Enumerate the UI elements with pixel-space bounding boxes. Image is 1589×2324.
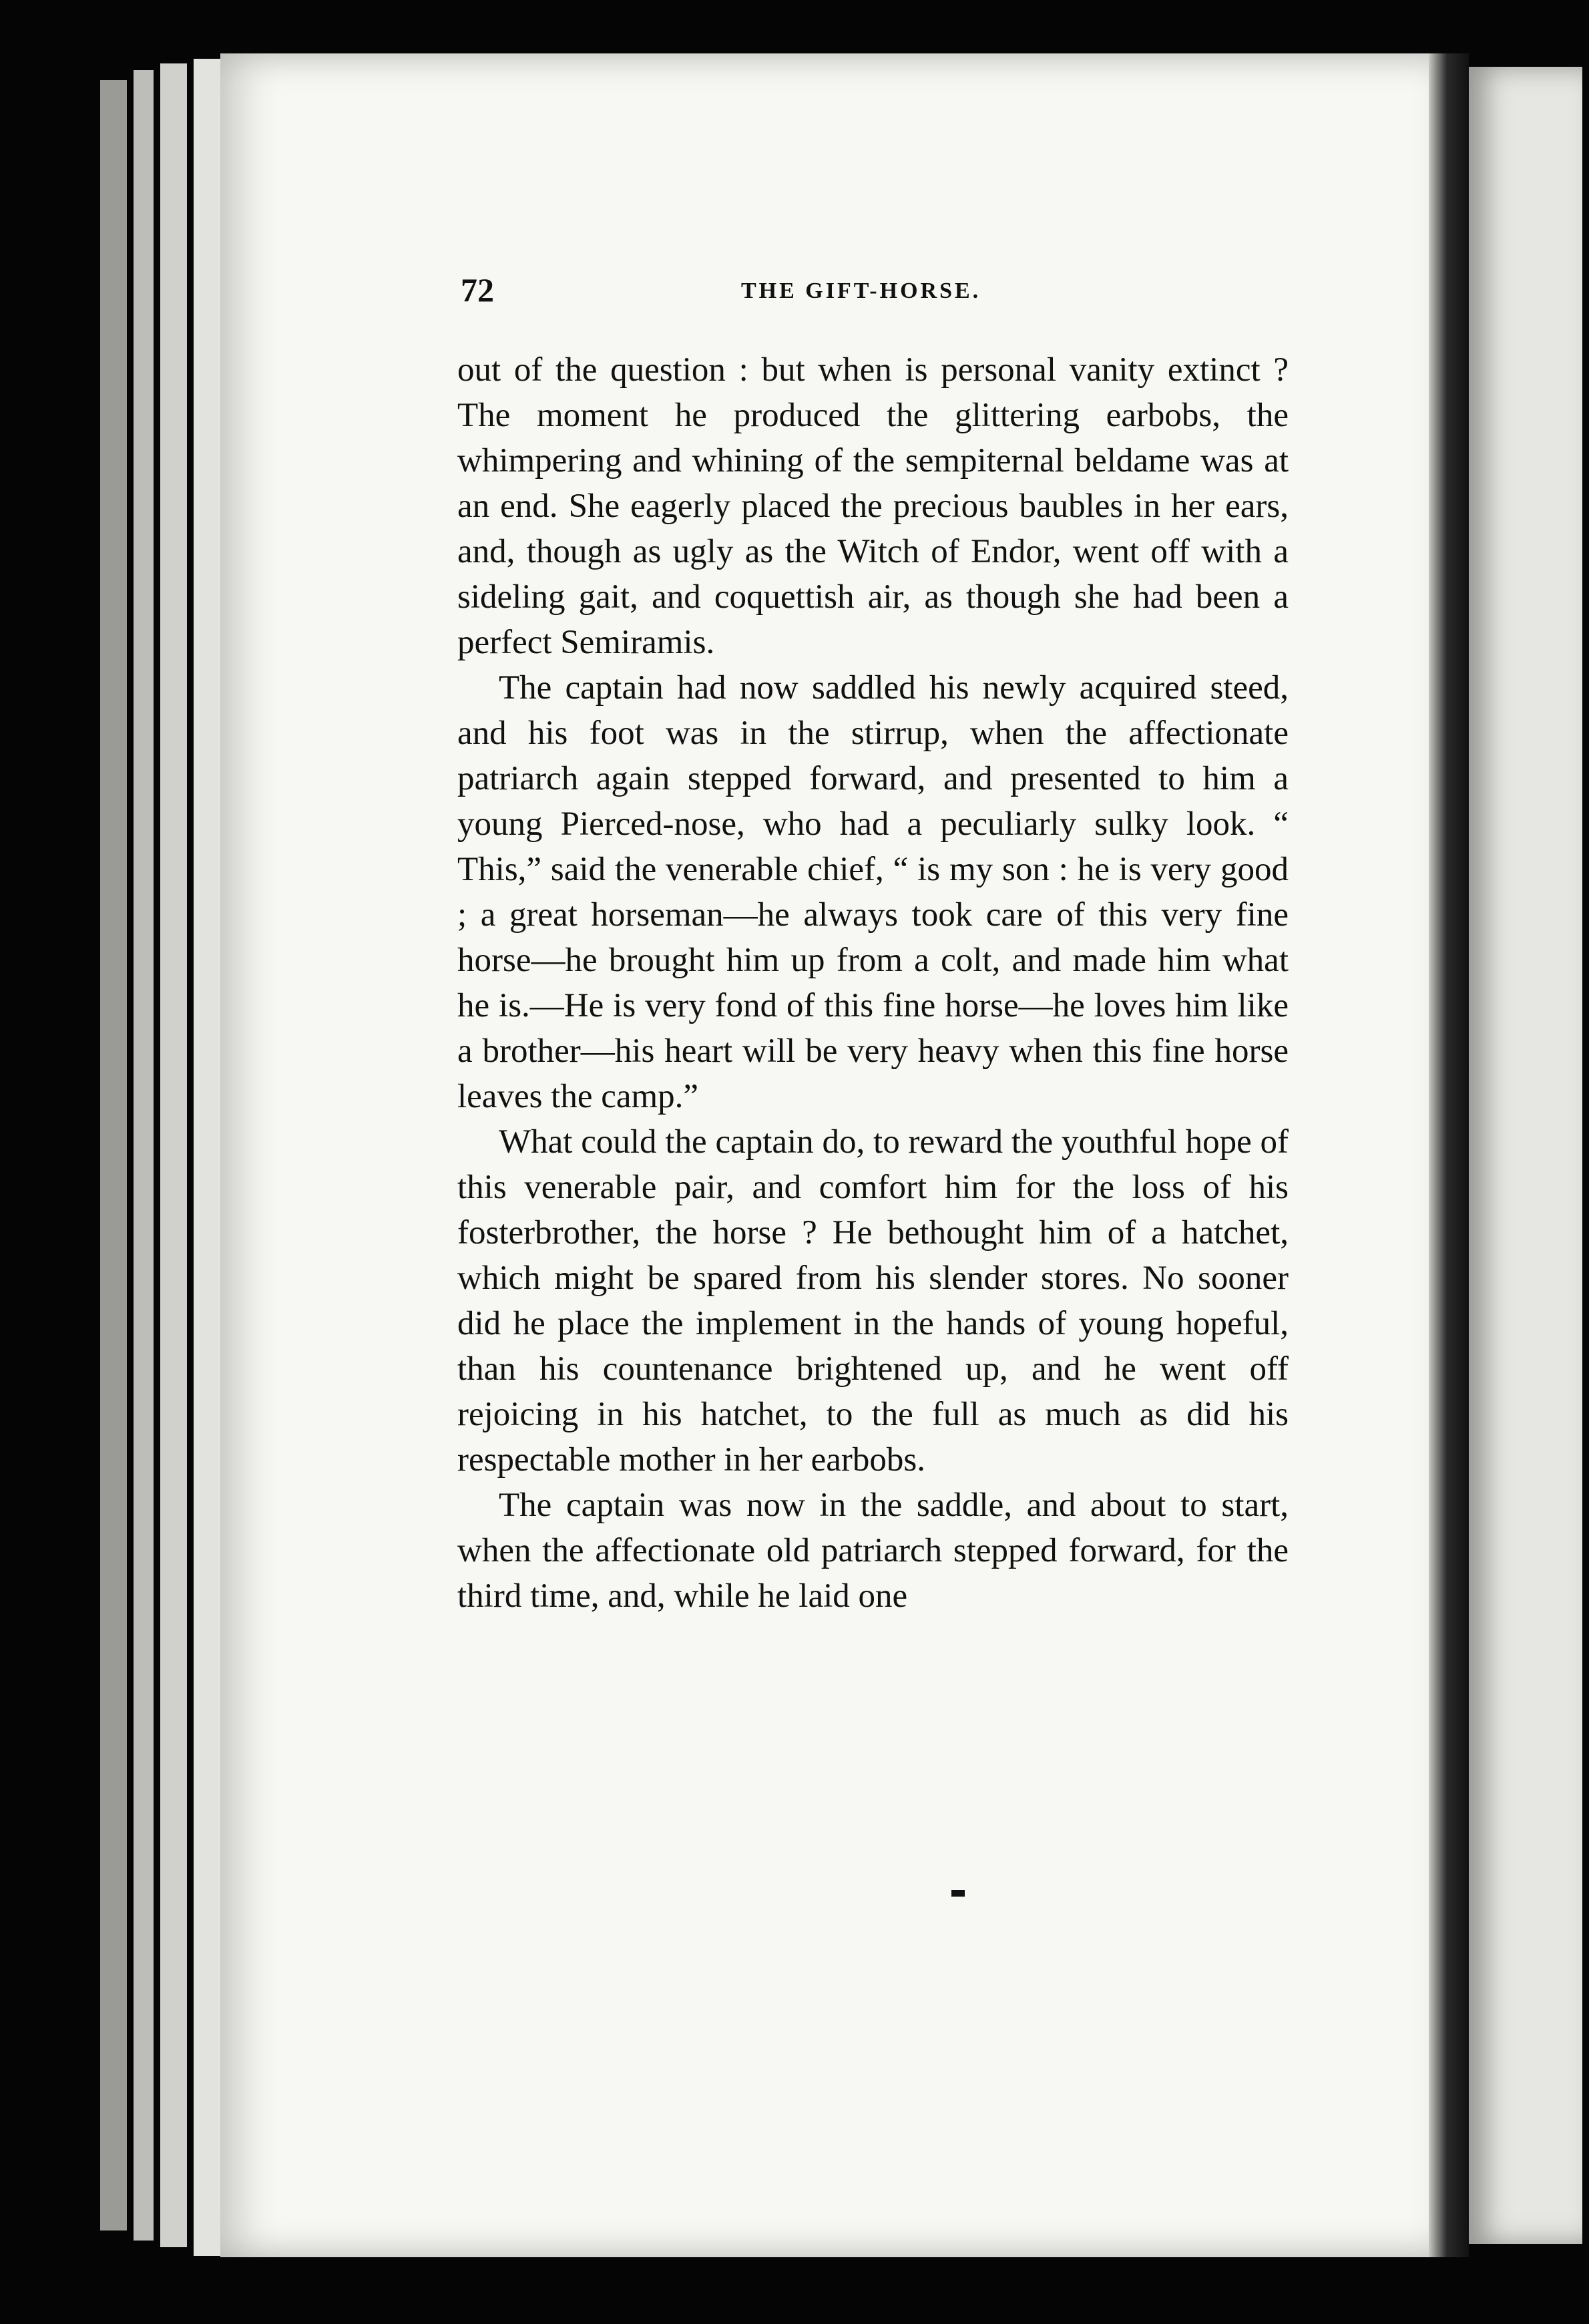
book-gutter xyxy=(1429,53,1469,2257)
paragraph: out of the question : but when is personal vanity extinct ? The moment he produced the glittering earbobs, the whimpering and whining of the sempiternal beldame was at an end. She eagerly placed the precious baubles in her ears, and, though as ugly as the Witch of Endor, went off with a sideling gait, and coquettish air, as though she had been a perfect Semiramis. xyxy=(457,351,1289,661)
running-title: THE GIFT-HORSE. xyxy=(741,278,981,303)
page-edge xyxy=(160,63,187,2247)
page-header xyxy=(461,270,1289,317)
body-text xyxy=(457,347,1289,1619)
paragraph: The captain was now in the saddle, and about to start, when the affectionate old patriarch stepped forward, for the third time, and, while he laid one xyxy=(457,1487,1289,1615)
printer-mark xyxy=(951,1890,965,1897)
page-number: 72 xyxy=(461,271,494,309)
page-edge xyxy=(194,59,224,2256)
paragraph: The captain had now saddled his newly acquired steed, and his foot was in the stirrup, when the affectionate patriarch again stepped forward, and presented to him a young Pierced-nose, who had a peculiarly sulky look. “ This,” said the venerable chief, “ is my son : he is very good ; a great horseman—he always took care of this very fine horse—he brought him up from a colt, and made him what he is.—He is very fond of this fine horse—he loves him like a brother—his heart will be very heavy when this fine horse leaves the camp.” xyxy=(457,669,1289,1115)
page-edge xyxy=(134,70,154,2241)
page-edge xyxy=(100,80,127,2231)
paragraph: What could the captain do, to reward the youthful hope of this venerable pair, and comfort him for the loss of his fosterbrother, the horse ? He bethought him of a hatchet, which might be spared from his slender stores. No sooner did he place the implement in the hands of young hopeful, than his countenance brightened up, and he went off rejoicing in his hatchet, to the full as much as did his respectable mother in her earbobs. xyxy=(457,1123,1289,1479)
facing-page-edge xyxy=(1469,67,1582,2244)
